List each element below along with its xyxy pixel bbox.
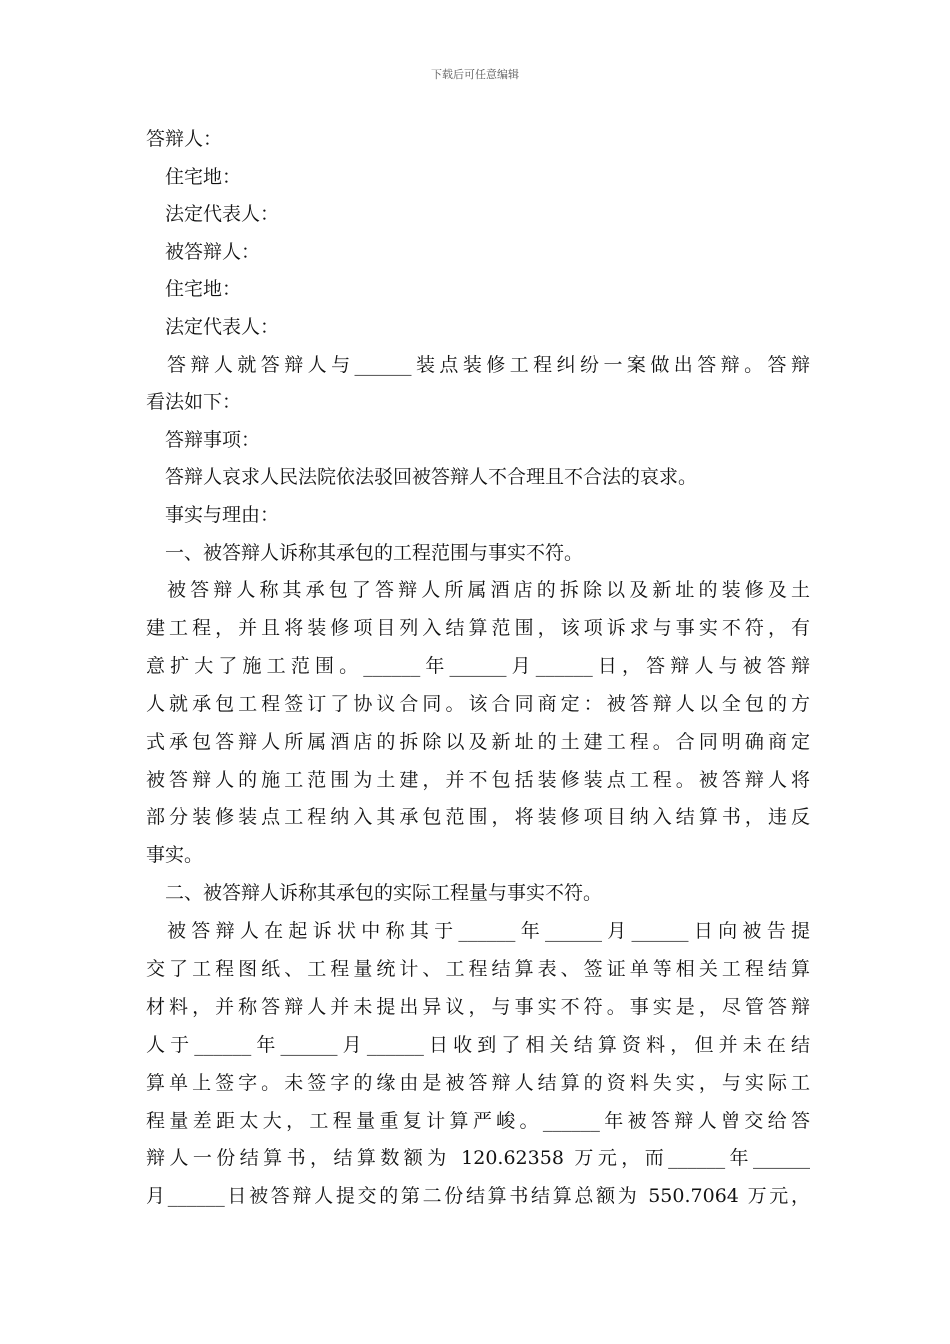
defendant-address-label: 住宅地： xyxy=(165,278,242,301)
text-line: 事实。 xyxy=(146,844,204,867)
text-line: 人于______年______月______日收到了相关结算资料，但并未在结 xyxy=(146,1033,810,1056)
text-line: 月______日被答辩人提交的第二份结算书结算总额为 550.7064 万元， xyxy=(146,1185,810,1208)
text-line: 意扩大了施工范围。______年______月______日，答辩人与被答辩 xyxy=(146,654,810,677)
text-line: 交了工程图纸、工程量统计、工程结算表、签证单等相关工程结算 xyxy=(146,958,810,981)
respondent-address-label: 住宅地： xyxy=(165,165,242,188)
text-line: 材料，并称答辩人并未提出异议，与事实不符。事实是，尽管答辩 xyxy=(146,995,810,1018)
respondent-legal-rep-label: 法定代表人： xyxy=(165,203,280,226)
section-heading: 答辩事项： xyxy=(165,428,261,451)
defendant-legal-rep-label: 法定代表人： xyxy=(165,315,280,338)
text-line: 算单上签字。未签字的缘由是被答辩人结算的资料失实，与实际工 xyxy=(146,1071,810,1094)
text-line: 答辩人哀求人民法院依法驳回被答辩人不合理且不合法的哀求。 xyxy=(165,466,698,489)
text-line: 式承包答辩人所属酒店的拆除以及新址的土建工程。合同明确商定 xyxy=(146,730,810,753)
text-line: 辩人一份结算书，结算数额为 120.62358 万元，而______年______ xyxy=(146,1147,810,1170)
text-line: 部分装修装点工程纳入其承包范围，将装修项目纳入结算书，违反 xyxy=(146,806,810,829)
text-line: 被答辩人在起诉状中称其于______年______月______日向被告提 xyxy=(167,920,810,943)
defendant-label: 被答辩人： xyxy=(165,240,261,263)
section-heading: 事实与理由： xyxy=(165,503,280,526)
text-line: 人就承包工程签订了协议合同。该合同商定：被答辩人以全包的方 xyxy=(146,692,810,715)
text-line: 答辩人就答辩人与______装点装修工程纠纷一案做出答辩。答辩 xyxy=(167,353,810,376)
paragraph xyxy=(146,572,810,1216)
page-header-note: 下载后可任意编辑 xyxy=(431,68,519,81)
text-line: 看法如下： xyxy=(146,391,242,414)
point-heading: 二、被答辩人诉称其承包的实际工程量与事实不符。 xyxy=(165,882,603,905)
document-body xyxy=(146,121,810,1216)
text-line: 被答辩人称其承包了答辩人所属酒店的拆除以及新址的装修及土 xyxy=(167,579,810,602)
text-line: 被答辩人的施工范围为土建，并不包括装修装点工程。被答辩人将 xyxy=(146,768,810,791)
respondent-label: 答辩人： xyxy=(146,128,223,150)
text-line: 建工程，并且将装修项目列入结算范围，该项诉求与事实不符，有 xyxy=(146,617,810,640)
text-line: 程量差距太大，工程量重复计算严峻。______年被答辩人曾交给答 xyxy=(146,1109,810,1132)
point-heading: 一、被答辩人诉称其承包的工程范围与事实不符。 xyxy=(165,541,584,564)
